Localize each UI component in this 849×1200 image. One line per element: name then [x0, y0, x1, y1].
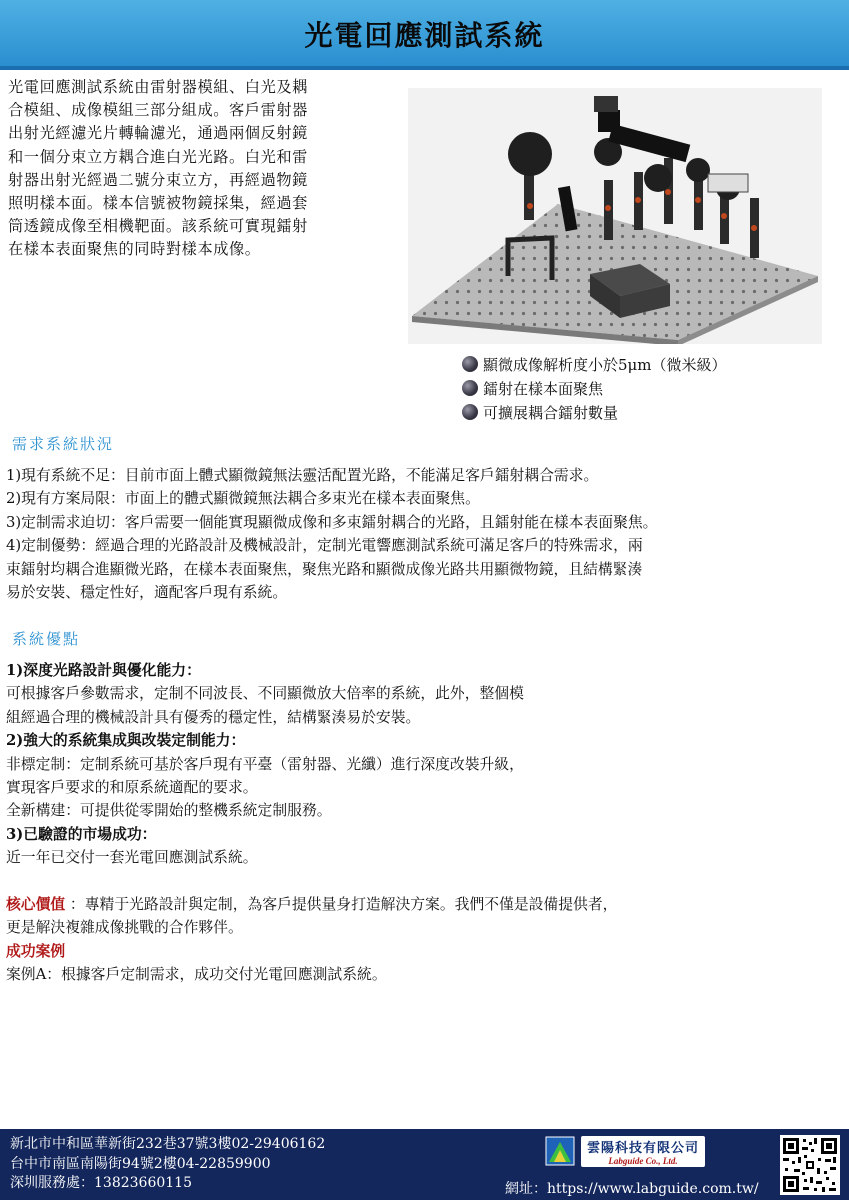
- advantages-heading: 系統優點: [12, 630, 81, 648]
- needs-line: 1)現有系統不足：目前市面上體式顯微鏡無法靈活配置光路，不能滿足客戶鐳射耦合需求。: [6, 467, 599, 484]
- feature-item: [462, 376, 727, 400]
- address-line: 深圳服務處：13823660115: [10, 1175, 192, 1191]
- feature-text: 鐳射在樣本面聚焦: [483, 379, 604, 398]
- bullet-dot-icon: [462, 356, 478, 372]
- bullet-dot-icon: [462, 404, 478, 420]
- advantage-line: 可根據客戶參數需求，定制不同波長、不同顯微放大倍率的系統，此外，整個模: [6, 685, 524, 703]
- qr-code-icon: [780, 1135, 840, 1195]
- core-value-text-2: 更是解決複雜成像挑戰的合作夥伴。: [6, 919, 243, 937]
- advantage-line: 實現客戶要求的和原系統適配的要求。: [6, 778, 258, 796]
- advantage-title: 1)深度光路設計與優化能力：: [6, 662, 201, 679]
- feature-item: [462, 400, 727, 424]
- advantage-line: 組經過合理的機械設計具有優秀的穩定性，結構緊湊易於安裝。: [6, 708, 421, 726]
- company-name-plate: [581, 1136, 705, 1167]
- core-value-label: 核心價值: [6, 896, 66, 913]
- feature-item: [462, 352, 727, 376]
- address-line: 台中市南區南陽街94號2樓04-22859900: [10, 1155, 271, 1172]
- advantages-section: [6, 659, 846, 870]
- intro-line: 光電回應測試系統由雷射器模組、白光及耦: [8, 78, 308, 96]
- core-value-section: [6, 893, 846, 987]
- advantage-title: 2)強大的系統集成與改裝定制能力：: [6, 732, 246, 750]
- page-title: 光電回應測試系統: [304, 19, 545, 52]
- intro-line: 出射光經濾光片轉輪濾光，通過兩個反射鏡: [8, 124, 308, 143]
- intro-line: 筒透鏡成像至相機靶面。該系統可實現鐳射: [8, 217, 308, 236]
- needs-line: 3)定制需求迫切：客戶需要一個能實現顯微成像和多束鐳射耦合的光路，且鐳射能在樣本表面聚焦。: [6, 513, 658, 531]
- bullet-dot-icon: [462, 380, 478, 396]
- system-3d-render: [408, 88, 822, 344]
- company-english-name: Labguide Co., Ltd.: [608, 1155, 678, 1166]
- intro-line: 和一個分束立方耦合進白光光路。白光和雷: [8, 147, 308, 166]
- intro-line: 在樣本表面聚焦的同時對樣本成像。: [8, 240, 261, 259]
- needs-section: [6, 464, 846, 604]
- company-logo: [545, 1133, 725, 1169]
- contact-addresses: [10, 1135, 325, 1194]
- intro-line: 照明樣本面。樣本信號被物鏡採集，經過套: [8, 194, 308, 213]
- needs-line: 易於安裝、穩定性好，適配客戶現有系統。: [6, 583, 288, 601]
- company-name: 雲陽科技有限公司: [587, 1140, 700, 1156]
- logo-mark-icon: [545, 1136, 575, 1166]
- needs-line: 束鐳射均耦合進顯微光路，在樣本表面聚焦，聚焦光路和顯微成像光路共用顯微物鏡，且結構緊湊: [6, 560, 643, 578]
- intro-line: 合模組、成像模組三部分組成。客戶雷射器: [8, 101, 308, 120]
- feature-text: 可擴展耦合鐳射數量: [483, 403, 619, 422]
- success-case-text: 案例A：根據客戶定制需求，成功交付光電回應測試系統。: [6, 966, 387, 984]
- advantage-line: 非標定制：定制系統可基於客戶現有平臺（雷射器、光纖）進行深度改裝升級，: [6, 755, 524, 773]
- feature-list: [462, 352, 727, 424]
- needs-heading: 需求系統狀況: [12, 435, 115, 453]
- title-banner: [0, 0, 849, 70]
- advantage-line: 全新構建：可提供從零開始的整機系統定制服務。: [6, 802, 332, 820]
- advantage-line: 近一年已交付一套光電回應測試系統。: [6, 849, 258, 867]
- address-line: 新北市中和區華新街232巷37號3樓02-29406162: [10, 1136, 326, 1152]
- feature-text: 顯微成像解析度小於5μm（微米級）: [483, 355, 727, 374]
- needs-line: 4)定制優勢：經過合理的光路設計及機械設計，定制光電響應測試系統可滿足客戶的特殊需求，兩: [6, 537, 643, 555]
- optical-table-illustration: [408, 88, 822, 344]
- core-value-text: ：專精于光路設計與定制，為客戶提供量身打造解決方案。我們不僅是設備提供者，: [69, 896, 618, 913]
- qr-code: [780, 1135, 840, 1195]
- intro-line: 射器出射光經過二號分束立方，再經過物鏡: [8, 170, 308, 189]
- website-link[interactable]: 網址：https://www.labguide.com.tw/: [505, 1181, 759, 1197]
- footer: [0, 1129, 849, 1200]
- intro-paragraph: [8, 76, 388, 262]
- needs-line: 2)現有方案局限：市面上的體式顯微鏡無法耦合多束光在樣本表面聚焦。: [6, 490, 480, 508]
- advantage-title: 3)已驗證的市場成功：: [6, 825, 157, 843]
- success-cases-label: 成功案例: [6, 942, 66, 960]
